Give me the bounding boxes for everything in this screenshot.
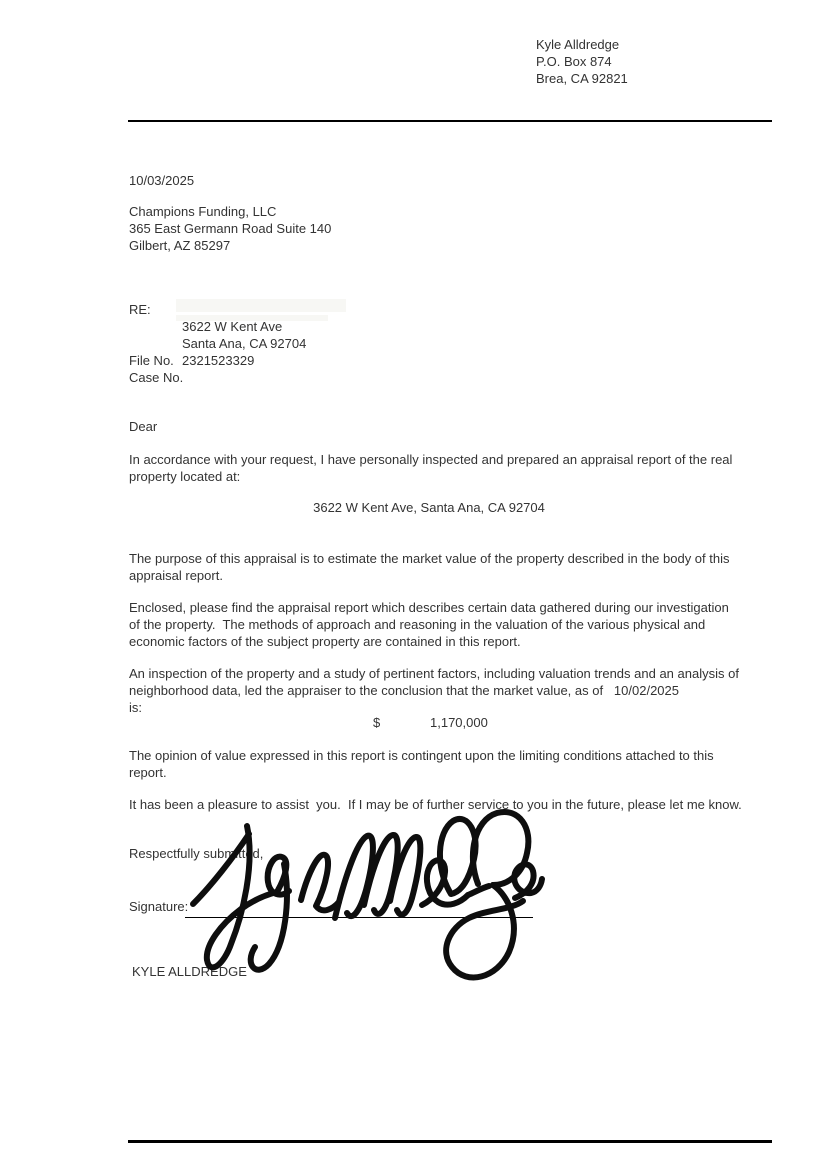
recipient-address-line2: Gilbert, AZ 85297 (129, 238, 231, 253)
recipient-address-line1: 365 East Germann Road Suite 140 (129, 221, 332, 236)
redacted-borrower-name (176, 299, 346, 312)
paragraph-5 (129, 747, 714, 781)
case-no-label: Case No. (129, 370, 184, 385)
signer-name: KYLE ALLDREDGE (132, 964, 247, 979)
letterhead (536, 36, 628, 87)
paragraph-3-line1: Enclosed, please find the appraisal report which describes certain data gathered during our investigation (129, 600, 729, 615)
file-no-value: 2321523329 (182, 353, 255, 368)
market-value-amount: 1,170,000 (430, 715, 488, 730)
re-property-address-line1: 3622 W Kent Ave (182, 319, 283, 334)
paragraph-2-line1: The purpose of this appraisal is to estimate the market value of the property described in the body of this (129, 551, 730, 566)
bottom-rule (128, 1140, 772, 1143)
signature-label: Signature: (129, 899, 189, 914)
paragraph-3-line3: economic factors of the subject property are contained in this report. (129, 634, 521, 649)
paragraph-1-line2: property located at: (129, 469, 241, 484)
letterhead-address-line2: Brea, CA 92821 (536, 71, 628, 86)
letter-date: 10/03/2025 (129, 173, 195, 188)
property-address-centered: 3622 W Kent Ave, Santa Ana, CA 92704 (313, 500, 545, 515)
paragraph-6: It has been a pleasure to assist you. If I may be of further service to you in the future, please let me know. (129, 797, 742, 812)
paragraph-4-line2: neighborhood data, led the appraiser to the conclusion that the market value, as of 10/02/2025 (129, 683, 679, 698)
recipient-name: Champions Funding, LLC (129, 204, 277, 219)
top-rule (128, 120, 772, 122)
paragraph-4-line1: An inspection of the property and a study of pertinent factors, including valuation trends and an analysis of (129, 666, 739, 681)
paragraph-4-line3: is: (129, 700, 142, 715)
re-label: RE: (129, 302, 151, 317)
paragraph-3 (129, 599, 729, 650)
file-no-label: File No. (129, 353, 174, 368)
paragraph-4 (129, 665, 739, 716)
paragraph-5-line1: The opinion of value expressed in this report is contingent upon the limiting conditions attached to this (129, 748, 714, 763)
paragraph-5-line2: report. (129, 765, 167, 780)
recipient-block (129, 203, 331, 254)
signature-ink (183, 806, 545, 998)
paragraph-2 (129, 550, 730, 584)
letterhead-name: Kyle Alldredge (536, 37, 620, 52)
paragraph-1-line1: In accordance with your request, I have personally inspected and prepared an appraisal report of the real (129, 452, 733, 467)
letterhead-address-line1: P.O. Box 874 (536, 54, 612, 69)
market-value-currency: $ (373, 715, 381, 730)
paragraph-2-line2: appraisal report. (129, 568, 223, 583)
paragraph-3-line2: of the property. The methods of approach and reasoning in the valuation of the various physical and (129, 617, 706, 632)
paragraph-1 (129, 451, 732, 485)
salutation: Dear (129, 419, 158, 434)
respectfully-submitted: Respectfully submitted, (129, 846, 264, 861)
re-property-address-line2: Santa Ana, CA 92704 (182, 336, 307, 351)
